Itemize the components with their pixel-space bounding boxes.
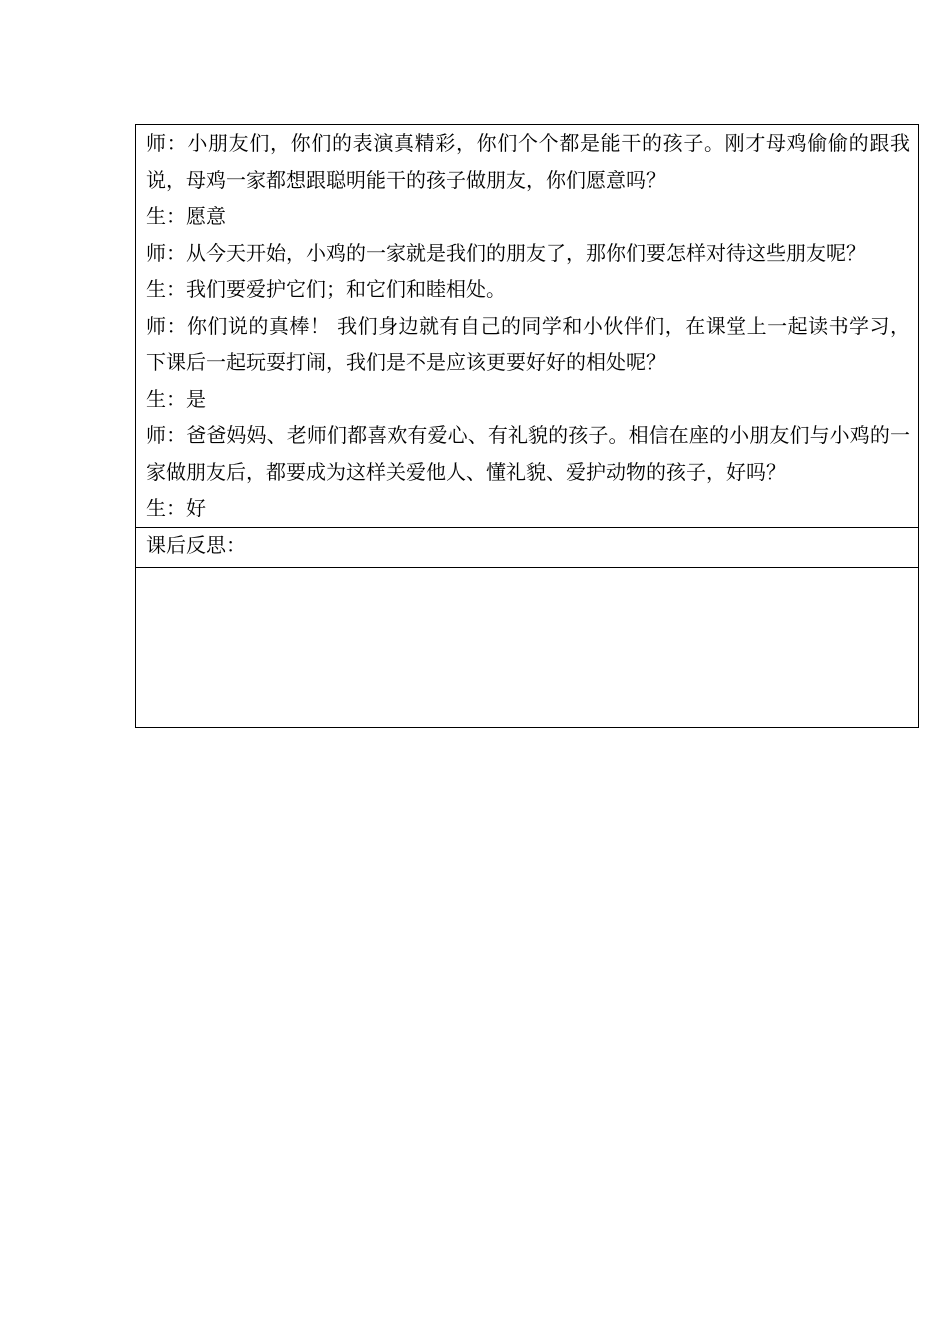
dialogue-line: 生：好 xyxy=(146,496,206,520)
dialogue-line: 师：小朋友们，你们的表演真精彩，你们个个都是能干的孩子。刚才母鸡偷偷的跟我说，母鸡一家都想跟聪明能干的孩子做朋友，你们愿意吗？ xyxy=(146,131,910,192)
reflection-body-row xyxy=(136,567,919,727)
reflection-label-row xyxy=(136,527,919,567)
dialogue-row xyxy=(136,125,919,528)
dialogue-line: 生：我们要爱护它们；和它们和睦相处。 xyxy=(146,277,506,301)
dialogue-line: 生：是 xyxy=(146,386,206,411)
dialogue-line: 师：你们说的真棒！ 我们身边就有自己的同学和小伙伴们，在课堂上一起读书学习，下课后一起玩耍打闹，我们是不是应该更要好好的相处呢？ xyxy=(146,313,910,374)
lesson-table xyxy=(135,124,919,728)
reflection-content xyxy=(136,567,919,727)
reflection-label: 课后反思： xyxy=(136,527,919,567)
dialogue-line: 师：爸爸妈妈、老师们都喜欢有爱心、有礼貌的孩子。相信在座的小朋友们与小鸡的一家做朋友后，都要成为这样关爱他人、懂礼貌、爱护动物的孩子，好吗？ xyxy=(146,423,910,484)
dialogue-line: 生：愿意 xyxy=(146,204,226,228)
dialogue-line: 师：从今天开始，小鸡的一家就是我们的朋友了，那你们要怎样对待这些朋友呢？ xyxy=(146,240,866,265)
dialogue-cell xyxy=(136,125,919,528)
